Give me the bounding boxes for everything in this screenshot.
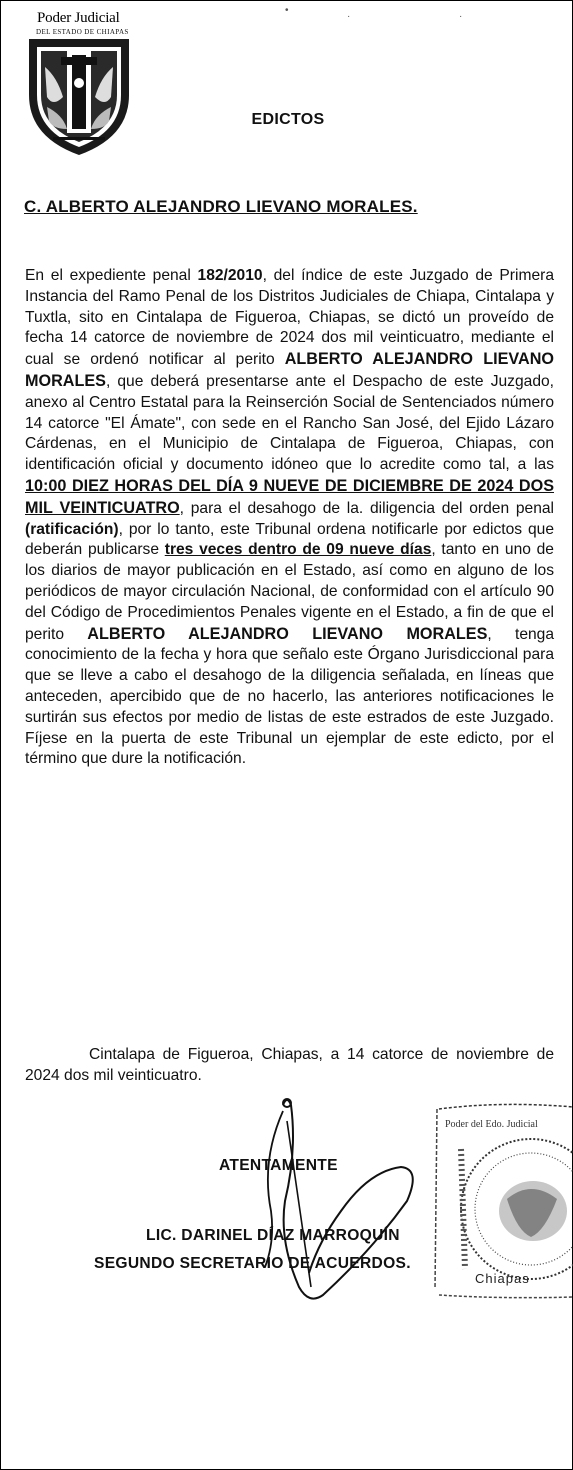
ratification-label: (ratificación) bbox=[25, 520, 119, 538]
signer-name: LIC. DARINEL DÍAZ MARROQUÍN bbox=[146, 1227, 400, 1244]
hearing-datetime: 10:00 DIEZ HORAS DEL DÍA 9 NUEVE DE DICIEMBRE DE 2024 DOS MIL VEINTICUATRO bbox=[25, 476, 554, 517]
logo-title: Poder Judicial bbox=[37, 10, 120, 26]
signer-position: SEGUNDO SECRETARIO DE ACUERDOS. bbox=[94, 1255, 411, 1272]
seal-top-text: Poder del Edo. Judicial bbox=[445, 1119, 538, 1130]
attentively-label: ATENTAMENTE bbox=[219, 1157, 338, 1174]
publication-terms: tres veces dentro de 09 nueve días bbox=[164, 541, 432, 559]
expert-name-repeat: ALBERTO ALEJANDRO LIEVANO MORALES bbox=[87, 624, 488, 643]
case-number: 182/2010 bbox=[197, 267, 263, 284]
poder-judicial-logo bbox=[23, 9, 135, 159]
scan-speck: • bbox=[285, 5, 289, 16]
addressee-heading: C. ALBERTO ALEJANDRO LIEVANO MORALES. bbox=[24, 197, 418, 216]
handwritten-signature-icon bbox=[201, 1091, 431, 1311]
scan-speck: · bbox=[347, 11, 351, 22]
document-title: EDICTOS bbox=[251, 111, 325, 128]
official-seal bbox=[431, 1099, 573, 1304]
coat-of-arms-icon bbox=[23, 37, 135, 159]
scan-speck: · bbox=[459, 11, 463, 22]
logo-subtitle: DEL ESTADO DE CHIAPAS bbox=[36, 28, 129, 36]
place-and-date: Cintalapa de Figueroa, Chiapas, a 14 catorce de noviembre de 2024 dos mil veinticuatro. bbox=[25, 1046, 554, 1084]
expert-name: ALBERTO ALEJANDRO LIEVANO MORALES bbox=[25, 350, 554, 390]
edict-body-paragraph: En el expediente penal 182/2010, del índice de este Juzgado de Primera Instancia del Ramo Penal de los Distritos Judiciales de Chiapa, Cintalapa y Tuxtla, sito en Cintalapa de Figueroa, Chiapas, se dictó un proveído de fecha 14 catorce de noviembre de 2024 dos mil veinticuatro, mediante el cual se ordenó notificar al perito ALBERTO ALEJANDRO LIEVANO MORALES, que deberá presentarse ante el Despacho de este Juzgado, anexo al Centro Estatal para la Reinserción Social de Sentenciados número 14 catorce "El Ámate", con sede en el Rancho San José, del Ejido Lázaro Cárdenas, en el Municipio de Cintalapa de Figueroa, Chiapas, con identificación oficial y documento idóneo que lo acredite como tal, a las 10:00 DIEZ HORAS DEL DÍA 9 NUEVE DE DICIEMBRE DE 2024 DOS MIL VEINTICUATRO, para el desahogo de la. diligencia del orden penal (ratificación), por lo tanto, este Tribunal ordena notificarle por edictos que deberán publicarse tres veces dentro de 09 nueve días, tanto en uno de los diarios de mayor publicación en el Estado, así como en alguno de los periódicos de mayor circulación Nacional, de conformidad con el artículo 90 del Código de Procedimientos Penales vigente en el Estado, a fin de que el perito ALBERTO ALEJANDRO LIEVANO MORALES, tenga conocimiento de la fecha y hora que señalo este Órgano Jurisdiccional para que se lleve a cabo el desahogo de la diligencia señalada, en líneas que anteceden, apercibido que de no hacerlo, las anteriores notificaciones le surtirán sus efectos por medio de listas de este estrados de este Juzgado. Fíjese en la puerta de este Tribunal un ejemplar de este edicto, por el término que dure la notificación. bbox=[25, 267, 555, 768]
seal-bottom-text: Chiapas bbox=[475, 1271, 530, 1286]
